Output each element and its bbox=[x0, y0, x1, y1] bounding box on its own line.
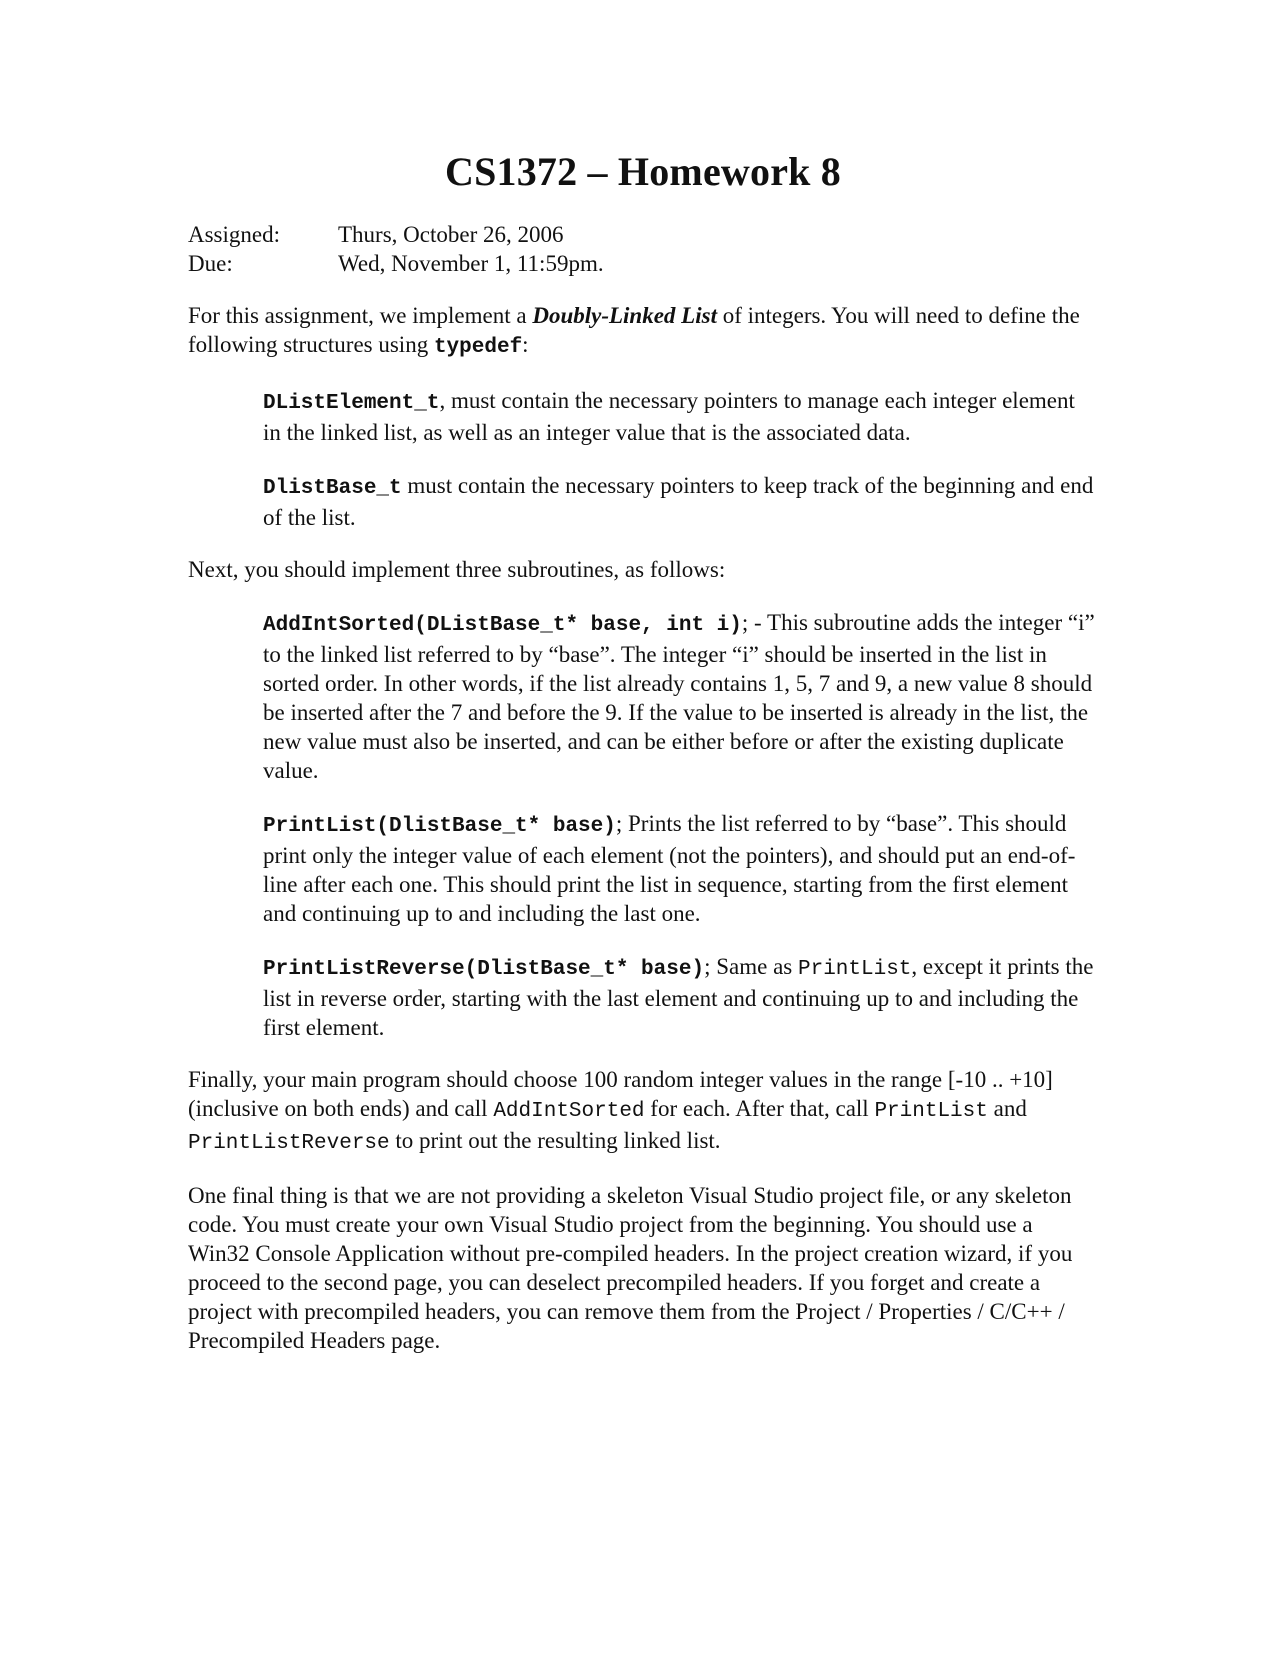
finally-text-1: Finally, your main program should choose 100 random integer values in the range [-10 .. +10] (inclusive on both ends) and call bbox=[188, 1067, 1053, 1121]
finally-text-3: and bbox=[987, 1096, 1027, 1121]
subroutine-item bbox=[263, 952, 1098, 1042]
document-page bbox=[188, 146, 1098, 1355]
intro-text-3: : bbox=[522, 332, 529, 357]
structures-list bbox=[263, 386, 1098, 532]
assigned-row bbox=[188, 220, 1098, 249]
final-note-paragraph: One final thing is that we are not providing a skeleton Visual Studio project file, or any skeleton code. You must create your own Visual Studio project from the beginning. You should use a Win32 Console Application without pre-compiled headers. In the project creation wizard, if you proceed to the second page, you can deselect precompiled headers. If you forget and create a project with precompiled headers, you can remove them from the Project / Properties / C/C++ / Precompiled Headers page. bbox=[188, 1183, 1073, 1353]
subroutine-description-before: ; Same as bbox=[704, 954, 798, 979]
subroutine-item bbox=[263, 809, 1098, 928]
due-value: Wed, November 1, 11:59pm. bbox=[338, 251, 604, 276]
structure-code: DlistBase_t bbox=[263, 477, 402, 500]
finally-code-1: AddIntSorted bbox=[493, 1100, 645, 1123]
subroutines-list bbox=[263, 608, 1098, 1042]
document-title: CS1372 – Homework 8 bbox=[444, 149, 841, 194]
structure-text: must contain the necessary pointers to keep track of the beginning and end of the list. bbox=[263, 473, 1094, 530]
assigned-label: Assigned: bbox=[188, 222, 280, 247]
due-row bbox=[188, 249, 1098, 278]
structure-item bbox=[263, 471, 1098, 532]
due-label: Due: bbox=[188, 251, 233, 276]
structure-item bbox=[263, 386, 1098, 447]
finally-code-2: PrintList bbox=[874, 1100, 988, 1123]
intro-code: typedef bbox=[433, 336, 523, 359]
intro-paragraph bbox=[188, 301, 1098, 362]
intro-text-1: For this assignment, we implement a bbox=[188, 303, 533, 328]
finally-text-2: for each. After that, call bbox=[644, 1096, 875, 1121]
subroutine-inline-code: PrintList bbox=[797, 958, 912, 981]
structure-text: , must contain the necessary pointers to manage each integer element in the linked list, as well as an integer value that is the associated data. bbox=[263, 388, 1075, 445]
subroutine-description-after: , except it prints the list in reverse order, starting with the last element and continuing up to and including the first element. bbox=[263, 954, 1094, 1040]
next-paragraph: Next, you should implement three subroutines, as follows: bbox=[188, 557, 726, 582]
subroutine-item bbox=[263, 608, 1098, 785]
subroutine-description: ; - This subroutine adds the integer “i” to the linked list referred to by “base”. The integer “i” should be inserted in the list in sorted order. In other words, if the list already contains 1, 5, 7 and 9, a new value 8 should be inserted after the 7 and before the 9. If the value to be inserted is already in the list, the new value must also be inserted, and can be either before or after the existing duplicate value. bbox=[263, 610, 1095, 783]
intro-emphasis: Doubly-Linked List bbox=[532, 303, 717, 328]
subroutine-signature: PrintList(DlistBase_t* base) bbox=[263, 815, 616, 838]
subroutine-signature: PrintListReverse(DlistBase_t* base) bbox=[263, 958, 705, 981]
assigned-value: Thurs, October 26, 2006 bbox=[338, 222, 564, 247]
finally-code-3: PrintListReverse bbox=[188, 1132, 390, 1155]
intro-text-2: of integers. You will need to define the following structures using bbox=[188, 303, 1080, 357]
assignment-dates bbox=[188, 220, 1098, 278]
subroutine-description: ; Prints the list referred to by “base”. This should print only the integer value of each element (not the pointers), and should put an end-of-line after each one. This should print the list in sequence, starting from the first element and continuing up to and including the last one. bbox=[263, 811, 1076, 926]
subroutine-signature: AddIntSorted(DListBase_t* base, int i) bbox=[263, 614, 742, 637]
finally-paragraph bbox=[188, 1065, 1098, 1158]
structure-code: DListElement_t bbox=[263, 392, 440, 415]
finally-text-4: to print out the resulting linked list. bbox=[389, 1128, 721, 1153]
